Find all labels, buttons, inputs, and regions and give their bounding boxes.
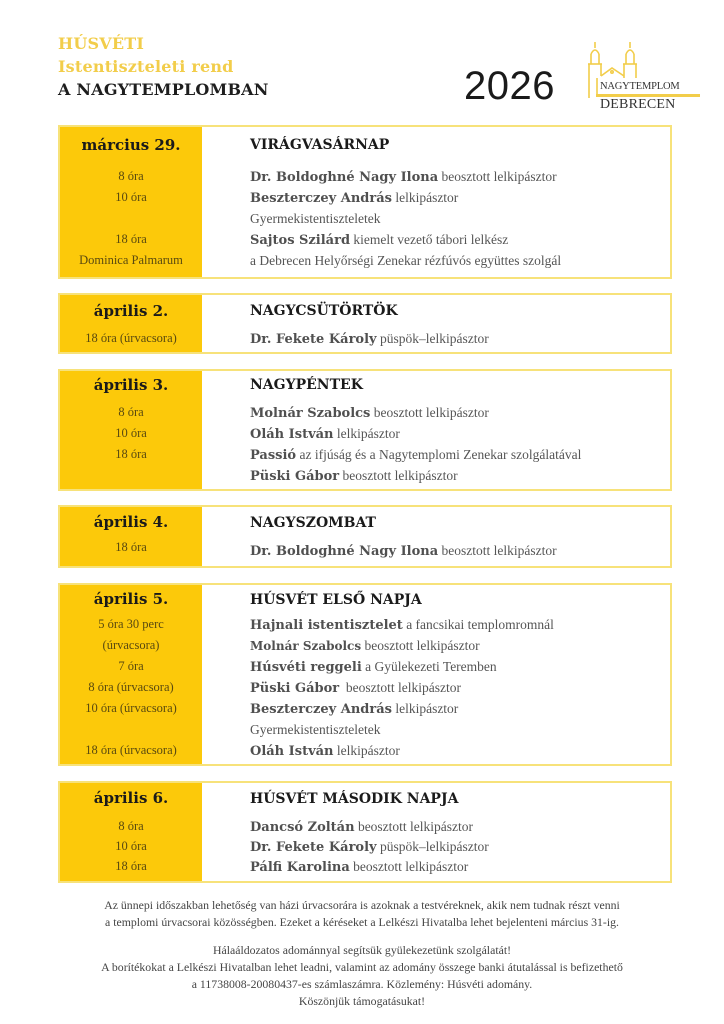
donation-line: Köszönjük támogatásukat! <box>298 994 426 1008</box>
service-time: 8 óra <box>118 819 144 833</box>
service-line: Sajtos Szilárd kiemelt vezető tábori lelkész <box>250 232 509 248</box>
day-title: HÚSVÉT MÁSODIK NAPJA <box>250 791 459 807</box>
day-date: április 4. <box>93 513 169 531</box>
day-date: március 29. <box>81 136 181 154</box>
donation-line: a 11738008-20080437-es számlaszámra. Közlemény: Húsvéti adomány. <box>191 977 533 991</box>
day-date: április 2. <box>93 302 169 320</box>
service-time: 10 óra <box>115 839 147 853</box>
day-card <box>58 781 672 883</box>
day-title: HÚSVÉT ELSŐ NAPJA <box>250 592 422 608</box>
day-card <box>58 583 672 766</box>
service-time: 18 óra (úrvacsora) <box>85 331 177 345</box>
service-line: a Debrecen Helyőrségi Zenekar rézfúvós együttes szolgál <box>250 253 562 268</box>
service-line: Dr. Fekete Károly püspök–lelkipásztor <box>250 839 489 855</box>
service-line: Püski Gábor beosztott lelkipásztor <box>250 468 458 484</box>
service-time: 18 óra <box>115 540 147 554</box>
heading-line-2: Istentiszteleti rend <box>58 57 234 76</box>
service-time: 8 óra <box>118 405 144 419</box>
service-line: Gyermekistentiszteletek <box>250 722 381 737</box>
service-time: (úrvacsora) <box>102 638 160 652</box>
service-line: Passió az ifjúság és a Nagytemplomi Zenekar szolgálatával <box>250 447 582 463</box>
year-label: 2026 <box>464 64 555 108</box>
service-line: Pálfi Karolina beosztott lelkipásztor <box>250 859 469 875</box>
note-line: a templomi úrvacsorai közösségben. Ezeket a kéréseket a Lelkészi Hivatalba lehet bejelenteni március 31-ig. <box>105 915 619 929</box>
donation-line: A borítékokat a Lelkészi Hivatalban lehet leadni, valamint az adomány összege banki átutalással is befizethető <box>101 960 623 974</box>
donation-note <box>0 942 724 1010</box>
service-line: Molnár Szabolcs beosztott lelkipásztor <box>250 638 480 653</box>
service-line: Dr. Fekete Károly püspök–lelkipásztor <box>250 331 489 347</box>
day-card <box>58 293 672 354</box>
day-card <box>58 369 672 491</box>
service-time: 10 óra <box>115 426 147 440</box>
day-date: április 5. <box>93 590 169 608</box>
service-line: Hajnali istentisztelet a fancsikai templomromnál <box>250 617 554 633</box>
logo-text-bottom: DEBRECEN <box>600 97 676 112</box>
note-line: Az ünnepi időszakban lehetőség van házi úrvacsorára is azoknak a testvéreknek, akik nem tudnak részt venni <box>104 898 620 912</box>
day-title: NAGYSZOMBAT <box>250 515 376 531</box>
service-time: 5 óra 30 perc <box>98 617 164 631</box>
service-line: Molnár Szabolcs beosztott lelkipásztor <box>250 405 489 421</box>
service-time: 18 óra (úrvacsora) <box>85 743 177 757</box>
page-heading <box>58 32 269 101</box>
heading-line-3: A NAGYTEMPLOMBAN <box>58 80 269 99</box>
donation-line: Hálaáldozatos adománnyal segítsük gyülekezetünk szolgálatát! <box>212 943 512 957</box>
service-time: 18 óra <box>115 232 147 246</box>
service-line: Húsvéti reggeli a Gyülekezeti Teremben <box>250 659 497 675</box>
day-card <box>58 505 672 568</box>
day-title: NAGYPÉNTEK <box>250 377 363 393</box>
service-line: Oláh István lelkipásztor <box>250 743 400 759</box>
day-date: április 6. <box>93 789 169 807</box>
church-logo <box>578 38 702 116</box>
service-line: Püski Gábor beosztott lelkipásztor <box>250 680 461 696</box>
day-title: VIRÁGVASÁRNAP <box>250 137 390 153</box>
service-line: Beszterczey András lelkipásztor <box>250 190 459 206</box>
service-time: Dominica Palmarum <box>79 253 183 267</box>
service-time: 7 óra <box>118 659 144 673</box>
service-line: Dr. Boldoghné Nagy Ilona beosztott lelkipásztor <box>250 543 557 559</box>
service-time: 10 óra (úrvacsora) <box>85 701 177 715</box>
home-communion-note <box>0 897 724 931</box>
heading-line-1: HÚSVÉTI <box>58 34 145 53</box>
service-line: Gyermekistentiszteletek <box>250 211 381 226</box>
service-line: Dr. Boldoghné Nagy Ilona beosztott lelkipásztor <box>250 169 557 185</box>
service-line: Oláh István lelkipásztor <box>250 426 400 442</box>
service-time: 8 óra <box>118 169 144 183</box>
service-time: 8 óra (úrvacsora) <box>88 680 174 694</box>
service-time: 18 óra <box>115 447 147 461</box>
service-time: 18 óra <box>115 859 147 873</box>
service-line: Beszterczey András lelkipásztor <box>250 701 459 717</box>
day-date: április 3. <box>93 376 169 394</box>
service-time: 10 óra <box>115 190 147 204</box>
logo-text-top: NAGYTEMPLOM <box>600 81 680 92</box>
day-title: NAGYCSÜTÖRTÖK <box>250 303 398 319</box>
day-card <box>58 125 672 279</box>
service-line: Dancsó Zoltán beosztott lelkipásztor <box>250 819 474 835</box>
